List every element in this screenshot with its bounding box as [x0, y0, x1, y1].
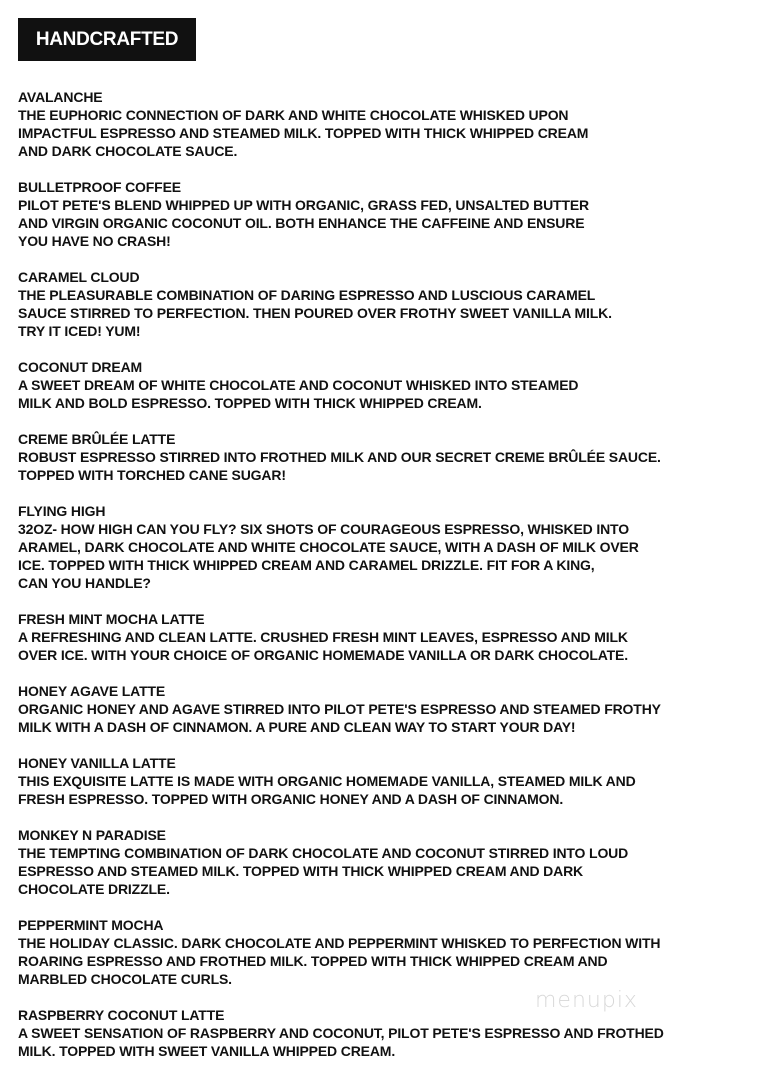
menu-item-name: HONEY AGAVE LATTE — [18, 683, 166, 699]
menu-item-name: FLYING HIGH — [18, 503, 106, 519]
menu-item-description-line: MARBLED CHOCOLATE CURLS. — [18, 971, 232, 987]
menu-item-description-line: ICE. TOPPED WITH THICK WHIPPED CREAM AND CARAMEL DRIZZLE. FIT FOR A KING, — [18, 557, 595, 573]
menu-item-name: MONKEY N PARADISE — [18, 827, 166, 843]
menu-item-description-line: AND VIRGIN ORGANIC COCONUT OIL. BOTH ENHANCE THE CAFFEINE AND ENSURE — [18, 215, 585, 231]
menu-item — [18, 754, 664, 808]
menu-item — [18, 502, 664, 592]
menu-item-description-line: A SWEET DREAM OF WHITE CHOCOLATE AND COCONUT WHISKED INTO STEAMED — [18, 377, 579, 393]
menu-item — [18, 916, 664, 988]
menu-item-description-line: ROBUST ESPRESSO STIRRED INTO FROTHED MILK AND OUR SECRET CREME BRÛLÉE SAUCE. — [18, 449, 661, 465]
menu-item-name: CREME BRÛLÉE LATTE — [18, 431, 176, 447]
menu-item-description-line: THE PLEASURABLE COMBINATION OF DARING ESPRESSO AND LUSCIOUS CARAMEL — [18, 287, 596, 303]
menu-item-list — [18, 88, 664, 1078]
menu-item-name: PEPPERMINT MOCHA — [18, 917, 164, 933]
menu-item — [18, 430, 664, 484]
menu-item-description-line: ARAMEL, DARK CHOCOLATE AND WHITE CHOCOLATE SAUCE, WITH A DASH OF MILK OVER — [18, 539, 639, 555]
menu-item-description-line: TRY IT ICED! YUM! — [18, 323, 141, 339]
menu-item — [18, 178, 664, 250]
section-title: HANDCRAFTED — [18, 18, 196, 61]
menu-item-description-line: 32OZ- HOW HIGH CAN YOU FLY? SIX SHOTS OF COURAGEOUS ESPRESSO, WHISKED INTO — [18, 521, 629, 537]
menu-item-description-line: YOU HAVE NO CRASH! — [18, 233, 171, 249]
menu-item-name: AVALANCHE — [18, 89, 103, 105]
menu-item-name: BULLETPROOF COFFEE — [18, 179, 181, 195]
menu-item-name: FRESH MINT MOCHA LATTE — [18, 611, 205, 627]
menu-item-description-line: THE EUPHORIC CONNECTION OF DARK AND WHITE CHOCOLATE WHISKED UPON — [18, 107, 569, 123]
menu-item — [18, 1006, 664, 1060]
menu-item-name: RASPBERRY COCONUT LATTE — [18, 1007, 225, 1023]
menu-item-description-line: PILOT PETE'S BLEND WHIPPED UP WITH ORGANIC, GRASS FED, UNSALTED BUTTER — [18, 197, 589, 213]
menu-item-description-line: CHOCOLATE DRIZZLE. — [18, 881, 170, 897]
menu-item — [18, 88, 664, 160]
menu-item-description-line: ORGANIC HONEY AND AGAVE STIRRED INTO PILOT PETE'S ESPRESSO AND STEAMED FROTHY — [18, 701, 661, 717]
watermark: menupix — [535, 988, 638, 1013]
menu-item — [18, 826, 664, 898]
menu-item-description-line: THE TEMPTING COMBINATION OF DARK CHOCOLATE AND COCONUT STIRRED INTO LOUD — [18, 845, 629, 861]
menu-item-description-line: ROARING ESPRESSO AND FROTHED MILK. TOPPED WITH THICK WHIPPED CREAM AND — [18, 953, 608, 969]
menu-item-description-line: CAN YOU HANDLE? — [18, 575, 151, 591]
menu-item-name: HONEY VANILLA LATTE — [18, 755, 176, 771]
menu-item — [18, 268, 664, 340]
menu-item-name: CARAMEL CLOUD — [18, 269, 140, 285]
menu-item — [18, 610, 664, 664]
menu-item-description-line: TOPPED WITH TORCHED CANE SUGAR! — [18, 467, 286, 483]
menu-item-description-line: ESPRESSO AND STEAMED MILK. TOPPED WITH THICK WHIPPED CREAM AND DARK — [18, 863, 584, 879]
menu-item-description-line: MILK AND BOLD ESPRESSO. TOPPED WITH THICK WHIPPED CREAM. — [18, 395, 482, 411]
menu-item-description-line: A SWEET SENSATION OF RASPBERRY AND COCONUT, PILOT PETE'S ESPRESSO AND FROTHED — [18, 1025, 664, 1041]
menu-item-description-line: MILK. TOPPED WITH SWEET VANILLA WHIPPED CREAM. — [18, 1043, 396, 1059]
menu-item — [18, 682, 664, 736]
menu-item-description-line: SAUCE STIRRED TO PERFECTION. THEN POURED OVER FROTHY SWEET VANILLA MILK. — [18, 305, 612, 321]
menu-item-description-line: FRESH ESPRESSO. TOPPED WITH ORGANIC HONEY AND A DASH OF CINNAMON. — [18, 791, 564, 807]
menu-item-description-line: THIS EXQUISITE LATTE IS MADE WITH ORGANIC HOMEMADE VANILLA, STEAMED MILK AND — [18, 773, 636, 789]
menu-item-name: COCONUT DREAM — [18, 359, 143, 375]
menu-item-description-line: MILK WITH A DASH OF CINNAMON. A PURE AND CLEAN WAY TO START YOUR DAY! — [18, 719, 576, 735]
menu-item-description-line: THE HOLIDAY CLASSIC. DARK CHOCOLATE AND PEPPERMINT WHISKED TO PERFECTION WITH — [18, 935, 661, 951]
menu-item — [18, 358, 664, 412]
menu-item-description-line: A REFRESHING AND CLEAN LATTE. CRUSHED FRESH MINT LEAVES, ESPRESSO AND MILK — [18, 629, 628, 645]
menu-item-description-line: AND DARK CHOCOLATE SAUCE. — [18, 143, 238, 159]
menu-item-description-line: OVER ICE. WITH YOUR CHOICE OF ORGANIC HOMEMADE VANILLA OR DARK CHOCOLATE. — [18, 647, 628, 663]
menu-item-description-line: IMPACTFUL ESPRESSO AND STEAMED MILK. TOPPED WITH THICK WHIPPED CREAM — [18, 125, 589, 141]
